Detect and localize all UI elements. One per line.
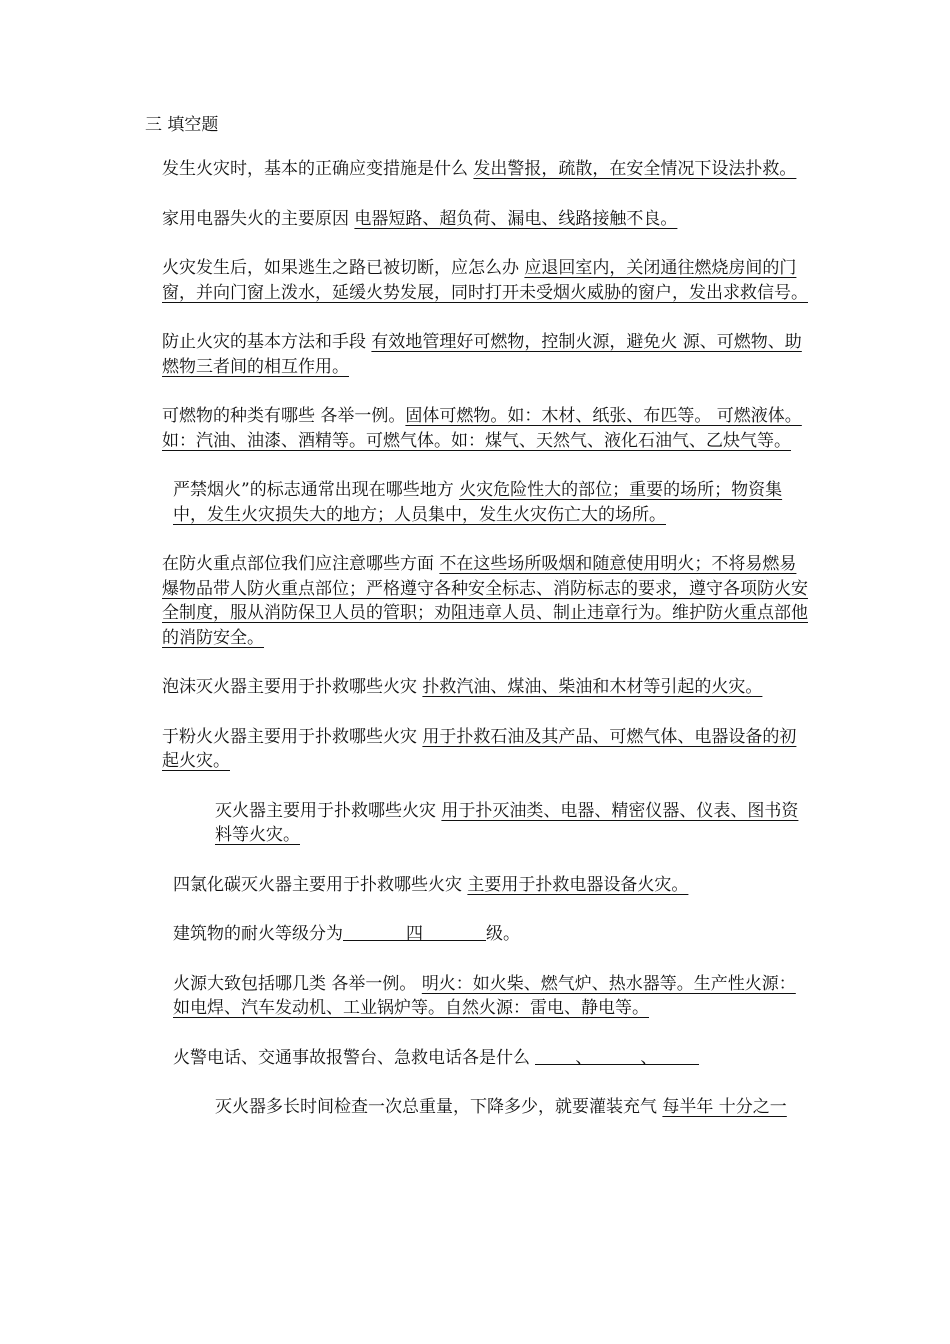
question-9 bbox=[143, 725, 808, 774]
question-15 bbox=[143, 1095, 808, 1120]
question-text: 火灾发生后，如果逃生之路已被切断，应怎么办 bbox=[162, 258, 525, 278]
question-text: 在防火重点部位我们应注意哪些方面 bbox=[162, 554, 440, 574]
question-text: 发生火灾时，基本的正确应变措施是什么 bbox=[162, 159, 474, 179]
question-text: 可燃物的种类有哪些 各举一例。 bbox=[162, 406, 406, 426]
section-title: 三 填空题 bbox=[145, 115, 219, 135]
answer-text: 明火：如火柴、燃气炉、热水器等。生产性火源：如电焊、汽车发动机、工业锅炉等。自然火源：雷电、静电等。 bbox=[173, 973, 796, 1018]
answer-blank bbox=[535, 1046, 699, 1068]
answer-text: 火灾危险性大的部位；重要的场所；物资集中，发生火灾损失大的地方；人员集中，发生火灾伤亡大的场所。 bbox=[173, 480, 783, 525]
question-12 bbox=[143, 922, 808, 947]
question-1 bbox=[143, 157, 808, 182]
answer-blank: 四 bbox=[343, 922, 486, 941]
question-text: 泡沫灭火器主要用于扑救哪些火灾 bbox=[162, 677, 423, 697]
question-11 bbox=[143, 873, 808, 898]
answer-text: 发出警报，疏散，在安全情况下设法扑救。 bbox=[473, 159, 797, 179]
question-text: 灭火器多长时间检查一次总重量，下降多少，就要灌装充气 bbox=[215, 1097, 663, 1117]
question-13 bbox=[143, 972, 808, 1021]
question-2 bbox=[143, 207, 808, 232]
answer-text: 用于扑救石油及其产品、可燃气体、电器设备的初起火灾。 bbox=[162, 726, 797, 771]
answer-text: 不在这些场所吸烟和随意使用明火；不将易燃易爆物品带人防火重点部位；严格遵守各种安全标志、消防标志的要求，遵守各项防火安全制度，服从消防保卫人员的管职；劝阻违章人员、制止违章行为。维护防火重点部他的消防安全。 bbox=[162, 554, 808, 648]
question-3 bbox=[143, 256, 808, 305]
blank-separator: 、 bbox=[575, 1047, 593, 1068]
question-4 bbox=[143, 330, 808, 379]
answer-text: 电器短路、超负荷、漏电、线路接触不良。 bbox=[354, 208, 678, 229]
answer-text: 每半年 十分之一 bbox=[662, 1097, 787, 1117]
question-text: 灭火器主要用于扑救哪些火灾 bbox=[215, 800, 442, 821]
answer-text: 应退回室内，关闭通往燃烧房间的门窗，并向门窗上泼水，延缓火势发展，同时打开未受烟火威胁的窗户，发出求救信号。 bbox=[162, 258, 808, 303]
question-14 bbox=[143, 1046, 808, 1071]
question-7 bbox=[143, 552, 808, 650]
answer-text: 主要用于扑救电器设备火灾。 bbox=[467, 874, 689, 895]
answer-text: 扑救汽油、煤油、柴油和木材等引起的火灾。 bbox=[422, 677, 763, 697]
blank-separator: 、 bbox=[640, 1047, 658, 1068]
answer-text: 有效地管理好可燃物，控制火源，避免火 源、可燃物、助燃物三者间的相互作用。 bbox=[162, 332, 802, 377]
question-8 bbox=[143, 675, 808, 700]
question-text: 火源大致包括哪几类 各举一例。 bbox=[173, 973, 422, 994]
question-text: 建筑物的耐火等级分为 bbox=[173, 924, 343, 944]
question-5 bbox=[143, 404, 808, 453]
answer-text: 固体可燃物。如：木材、纸张、布匹等。 可燃液体。如：汽油、油漆、酒精等。可燃气体。如：煤气、天然气、液化石油气、乙炔气等。 bbox=[162, 406, 802, 451]
question-text: 四氯化碳灭火器主要用于扑救哪些火灾 bbox=[173, 874, 468, 895]
question-text: 严禁烟火”的标志通常出现在哪些地方 bbox=[173, 480, 460, 500]
question-text-suffix: 级。 bbox=[486, 924, 520, 944]
question-10 bbox=[143, 799, 808, 848]
question-text: 家用电器失火的主要原因 bbox=[162, 208, 355, 229]
answer-text: 用于扑灭油类、电器、精密仪器、仪表、图书资料等火灾。 bbox=[215, 800, 799, 845]
question-text: 防止火灾的基本方法和手段 bbox=[162, 332, 372, 352]
question-6 bbox=[143, 478, 808, 527]
question-text: 于粉火火器主要用于扑救哪些火灾 bbox=[162, 726, 423, 747]
question-text: 火警电话、交通事故报警台、急救电话各是什么 bbox=[173, 1047, 536, 1068]
document-page bbox=[143, 113, 808, 1145]
